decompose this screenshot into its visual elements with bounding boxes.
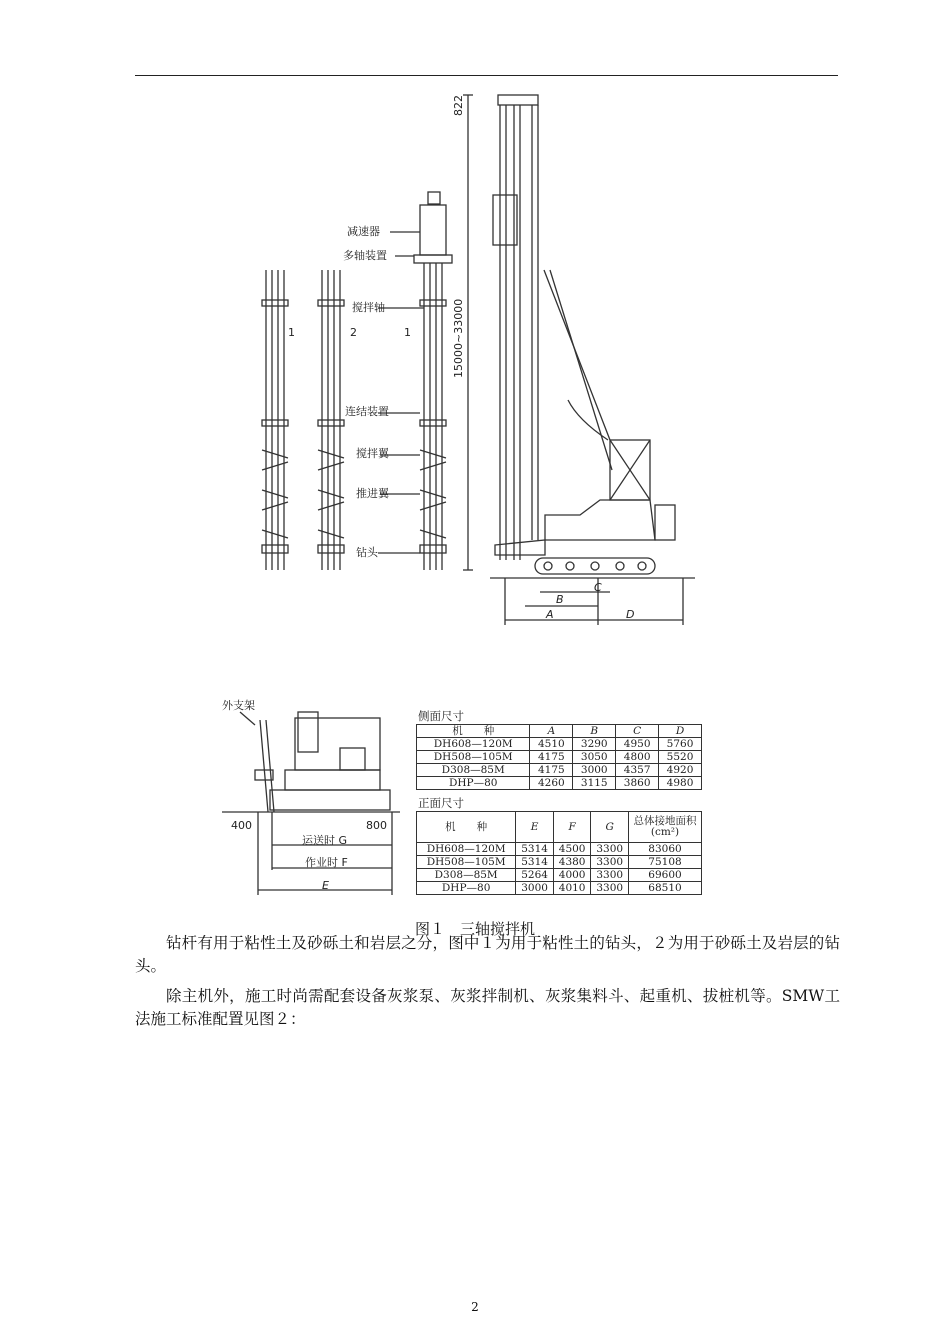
label-height-dim: 15000~33000 <box>452 298 465 378</box>
table-row: DH508—105M 4175 3050 4800 5520 <box>417 751 702 764</box>
table-row: DH508—105M 5314 4380 3300 75108 <box>417 856 702 869</box>
label-drill-head: 钻头 <box>356 546 378 559</box>
front-header-e: E <box>516 812 554 843</box>
label-dim-400: 400 <box>231 819 252 832</box>
label-dim-c: C <box>594 581 602 594</box>
label-top-dim: 822 <box>452 95 465 116</box>
label-dim-b: B <box>556 593 564 606</box>
side-dimensions-table <box>416 724 702 790</box>
table-row: D308—85M 5264 4000 3300 69600 <box>417 869 702 882</box>
side-header-d: D <box>659 725 702 738</box>
label-dim-800: 800 <box>366 819 387 832</box>
drill-rod-1 <box>262 270 288 570</box>
label-dim-d: D <box>626 608 635 621</box>
side-header-c: C <box>616 725 659 738</box>
side-header-model: 机 种 <box>417 725 530 738</box>
front-dimensions-table <box>416 811 702 895</box>
table-row: DHP—80 4260 3115 3860 4980 <box>417 777 702 790</box>
paragraph-1: 钻杆有用于粘性土及砂砾土和岩层之分，图中１为用于粘性土的钻头，２为用于砂砾土及岩层的钻头。 <box>135 934 840 975</box>
side-table-title: 侧面尺寸 <box>418 709 464 723</box>
table-row: DHP—80 3000 4010 3300 68510 <box>417 882 702 895</box>
side-header-b: B <box>573 725 616 738</box>
main-machine <box>463 95 695 625</box>
drill-rod-3 <box>414 192 452 570</box>
drill-rod-2 <box>318 270 344 570</box>
label-push-wing: 推进翼 <box>356 487 389 500</box>
label-rod-2: 2 <box>350 326 357 339</box>
label-outer-support: 外支架 <box>222 699 255 712</box>
label-reducer: 减速器 <box>347 225 380 238</box>
table-row: DH608—120M 4510 3290 4950 5760 <box>417 738 702 751</box>
label-rod-1: 1 <box>288 326 295 339</box>
label-stir-shaft: 搅拌轴 <box>352 301 385 314</box>
label-multi-axis: 多轴装置 <box>343 249 387 262</box>
label-connector: 连结装置 <box>345 405 389 418</box>
table-row: DH608—120M 5314 4500 3300 83060 <box>417 843 702 856</box>
page-number: 2 <box>471 1300 479 1314</box>
front-table-title: 正面尺寸 <box>418 796 464 810</box>
figure-caption: 图１ 三轴搅拌机 <box>414 920 535 938</box>
label-dim-e: E <box>322 879 329 892</box>
side-header-a: A <box>530 725 573 738</box>
front-header-g: G <box>591 812 629 843</box>
label-working: 作业时 F <box>305 856 348 869</box>
paragraph-2: 除主机外，施工时尚需配套设备灰浆泵、灰浆拌制机、灰浆集料斗、起重机、拔桩机等。SMW工法施工标准配置见图２： <box>135 987 840 1028</box>
front-header-model: 机 种 <box>417 812 516 843</box>
label-transport: 运送时 G <box>302 834 348 847</box>
label-stir-wing: 搅拌翼 <box>356 447 389 460</box>
table-row: D308—85M 4175 3000 4357 4920 <box>417 764 702 777</box>
front-header-area: 总体接地面积(cm²) <box>629 812 702 843</box>
label-dim-a: A <box>546 608 554 621</box>
front-header-f: F <box>553 812 591 843</box>
label-rod-3: 1 <box>404 326 411 339</box>
